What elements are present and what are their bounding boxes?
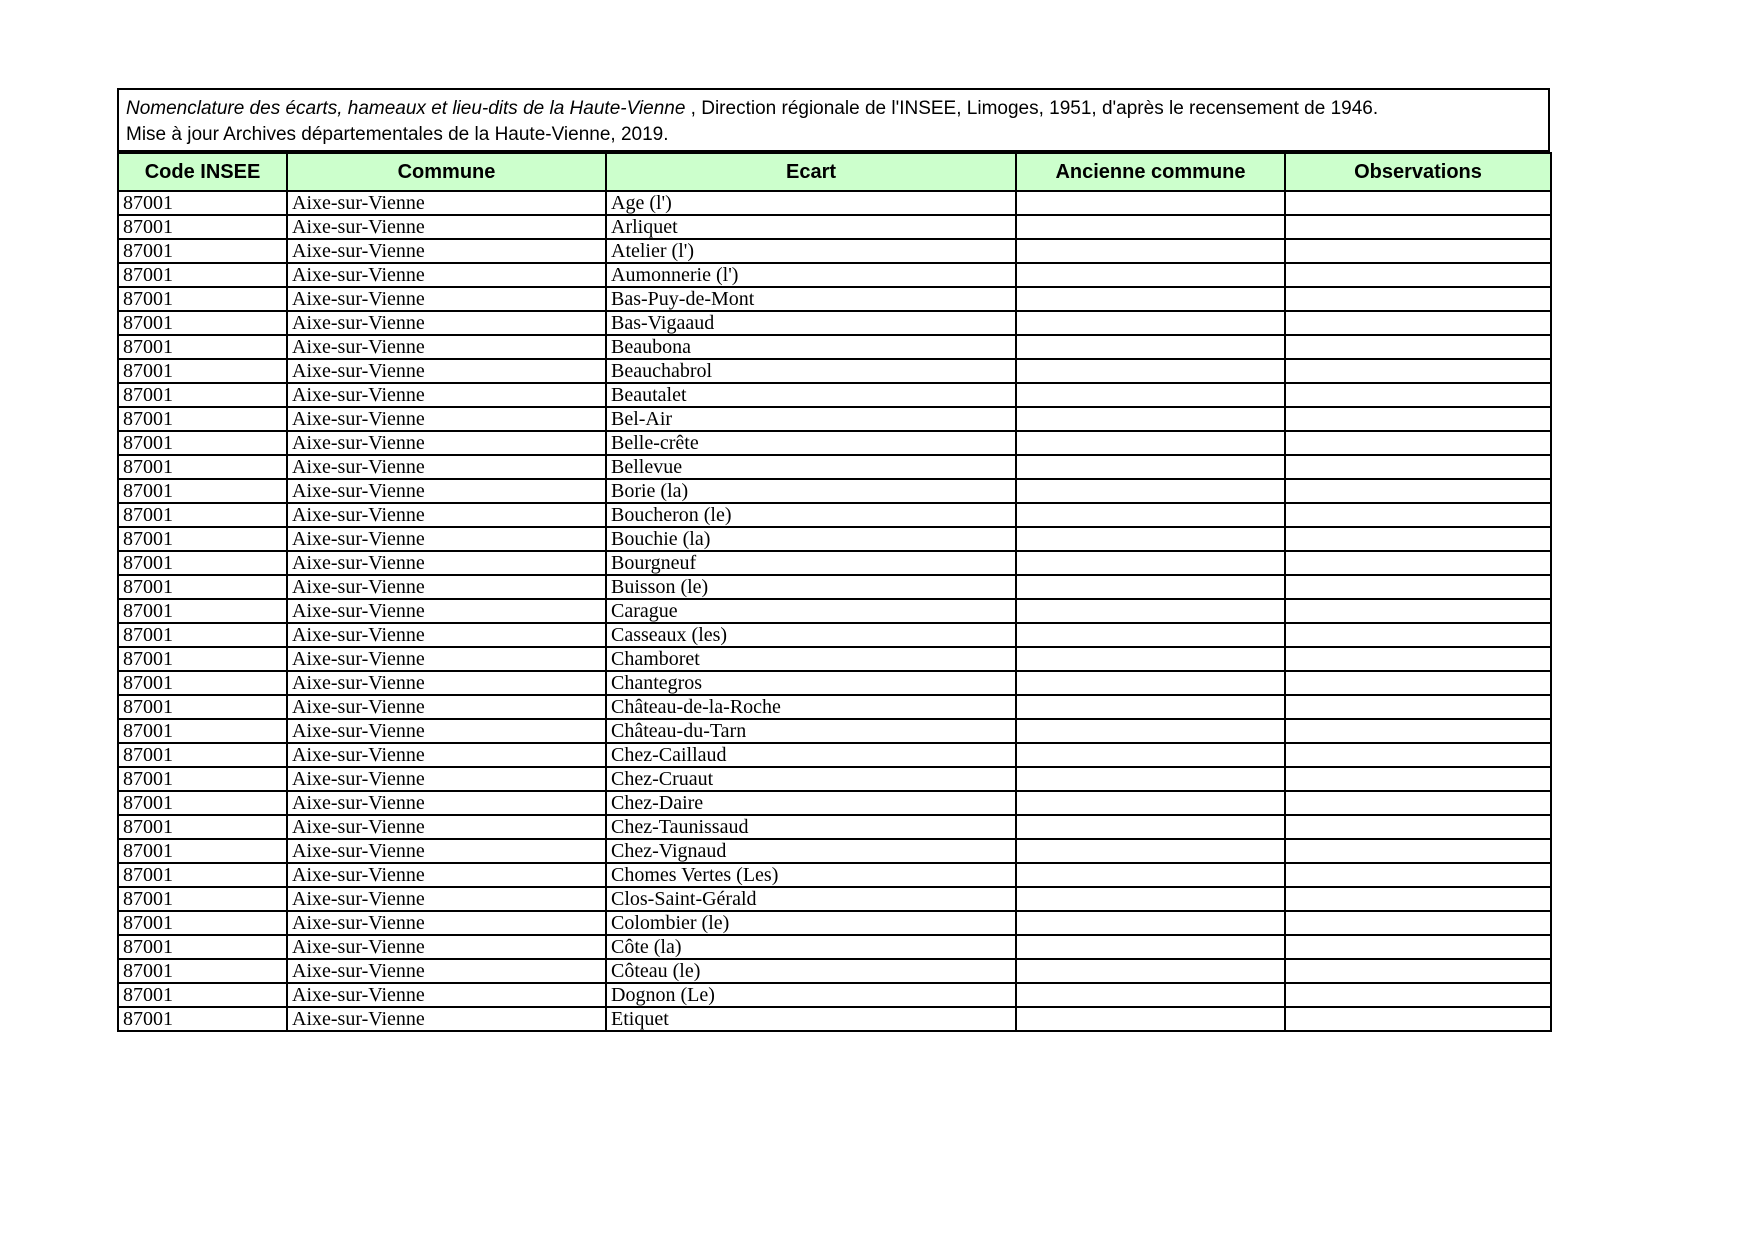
cell-ecart: Belle-crête <box>606 431 1016 455</box>
cell-ancienne-commune <box>1016 287 1285 311</box>
cell-ecart: Côte (la) <box>606 935 1016 959</box>
table-row <box>118 647 1551 671</box>
cell-commune: Aixe-sur-Vienne <box>287 335 606 359</box>
table-header <box>118 153 1551 191</box>
table-row <box>118 383 1551 407</box>
cell-ancienne-commune <box>1016 911 1285 935</box>
cell-ecart: Borie (la) <box>606 479 1016 503</box>
cell-ecart: Etiquet <box>606 1007 1016 1031</box>
table-row <box>118 623 1551 647</box>
cell-ecart: Clos-Saint-Gérald <box>606 887 1016 911</box>
cell-code-insee: 87001 <box>118 263 287 287</box>
cell-code-insee: 87001 <box>118 383 287 407</box>
cell-ecart: Carague <box>606 599 1016 623</box>
cell-observations <box>1285 311 1551 335</box>
table-row <box>118 743 1551 767</box>
cell-ecart: Buisson (le) <box>606 575 1016 599</box>
cell-ancienne-commune <box>1016 503 1285 527</box>
title-source-rest: , Direction régionale de l'INSEE, Limoges, 1951, d'après le recensement de 1946. <box>685 98 1379 119</box>
cell-code-insee: 87001 <box>118 815 287 839</box>
cell-code-insee: 87001 <box>118 887 287 911</box>
cell-ancienne-commune <box>1016 863 1285 887</box>
cell-observations <box>1285 287 1551 311</box>
cell-commune: Aixe-sur-Vienne <box>287 599 606 623</box>
cell-code-insee: 87001 <box>118 671 287 695</box>
cell-commune: Aixe-sur-Vienne <box>287 983 606 1007</box>
cell-ancienne-commune <box>1016 191 1285 215</box>
cell-ecart: Bellevue <box>606 455 1016 479</box>
cell-observations <box>1285 623 1551 647</box>
table-row <box>118 575 1551 599</box>
cell-ancienne-commune <box>1016 359 1285 383</box>
cell-ecart: Château-de-la-Roche <box>606 695 1016 719</box>
cell-ecart: Bel-Air <box>606 407 1016 431</box>
cell-observations <box>1285 815 1551 839</box>
cell-observations <box>1285 383 1551 407</box>
table-row <box>118 671 1551 695</box>
cell-ancienne-commune <box>1016 527 1285 551</box>
table-row <box>118 311 1551 335</box>
cell-ecart: Château-du-Tarn <box>606 719 1016 743</box>
cell-ecart: Dognon (Le) <box>606 983 1016 1007</box>
cell-ecart: Côteau (le) <box>606 959 1016 983</box>
cell-ancienne-commune <box>1016 983 1285 1007</box>
cell-code-insee: 87001 <box>118 287 287 311</box>
cell-ancienne-commune <box>1016 599 1285 623</box>
cell-ancienne-commune <box>1016 887 1285 911</box>
cell-observations <box>1285 911 1551 935</box>
cell-ancienne-commune <box>1016 839 1285 863</box>
table-body <box>118 191 1551 1031</box>
cell-code-insee: 87001 <box>118 1007 287 1031</box>
cell-ecart: Bas-Vigaaud <box>606 311 1016 335</box>
cell-observations <box>1285 335 1551 359</box>
cell-ancienne-commune <box>1016 623 1285 647</box>
cell-ancienne-commune <box>1016 935 1285 959</box>
cell-commune: Aixe-sur-Vienne <box>287 239 606 263</box>
cell-ancienne-commune <box>1016 263 1285 287</box>
cell-code-insee: 87001 <box>118 623 287 647</box>
cell-ancienne-commune <box>1016 743 1285 767</box>
table-row <box>118 911 1551 935</box>
table-row <box>118 287 1551 311</box>
cell-observations <box>1285 935 1551 959</box>
col-header-ecart: Ecart <box>606 153 1016 191</box>
document-title <box>126 96 1540 122</box>
cell-ecart: Arliquet <box>606 215 1016 239</box>
cell-ancienne-commune <box>1016 695 1285 719</box>
cell-code-insee: 87001 <box>118 215 287 239</box>
cell-ancienne-commune <box>1016 239 1285 263</box>
cell-ecart: Bouchie (la) <box>606 527 1016 551</box>
cell-ecart: Chez-Daire <box>606 791 1016 815</box>
cell-code-insee: 87001 <box>118 911 287 935</box>
table-row <box>118 959 1551 983</box>
cell-observations <box>1285 431 1551 455</box>
cell-ancienne-commune <box>1016 383 1285 407</box>
table-row <box>118 431 1551 455</box>
table-row <box>118 335 1551 359</box>
cell-ancienne-commune <box>1016 551 1285 575</box>
cell-ancienne-commune <box>1016 959 1285 983</box>
cell-ancienne-commune <box>1016 575 1285 599</box>
cell-commune: Aixe-sur-Vienne <box>287 407 606 431</box>
cell-ecart: Chamboret <box>606 647 1016 671</box>
table-row <box>118 479 1551 503</box>
cell-ecart: Beaubona <box>606 335 1016 359</box>
cell-code-insee: 87001 <box>118 239 287 263</box>
cell-code-insee: 87001 <box>118 575 287 599</box>
cell-observations <box>1285 839 1551 863</box>
cell-ecart: Aumonnerie (l') <box>606 263 1016 287</box>
cell-observations <box>1285 959 1551 983</box>
table-row <box>118 839 1551 863</box>
cell-commune: Aixe-sur-Vienne <box>287 191 606 215</box>
table-row <box>118 935 1551 959</box>
cell-code-insee: 87001 <box>118 359 287 383</box>
cell-observations <box>1285 479 1551 503</box>
table-row <box>118 887 1551 911</box>
cell-commune: Aixe-sur-Vienne <box>287 383 606 407</box>
document-page <box>117 88 1550 1032</box>
cell-code-insee: 87001 <box>118 863 287 887</box>
cell-commune: Aixe-sur-Vienne <box>287 815 606 839</box>
cell-ancienne-commune <box>1016 815 1285 839</box>
cell-code-insee: 87001 <box>118 743 287 767</box>
cell-code-insee: 87001 <box>118 191 287 215</box>
cell-observations <box>1285 791 1551 815</box>
cell-commune: Aixe-sur-Vienne <box>287 863 606 887</box>
table-row <box>118 551 1551 575</box>
cell-code-insee: 87001 <box>118 719 287 743</box>
cell-code-insee: 87001 <box>118 695 287 719</box>
cell-code-insee: 87001 <box>118 839 287 863</box>
cell-observations <box>1285 887 1551 911</box>
table-row <box>118 815 1551 839</box>
cell-commune: Aixe-sur-Vienne <box>287 695 606 719</box>
col-header-observations: Observations <box>1285 153 1551 191</box>
cell-ancienne-commune <box>1016 455 1285 479</box>
cell-observations <box>1285 527 1551 551</box>
title-box <box>117 88 1550 152</box>
col-header-code-insee: Code INSEE <box>118 153 287 191</box>
table-row <box>118 863 1551 887</box>
cell-ecart: Bourgneuf <box>606 551 1016 575</box>
cell-code-insee: 87001 <box>118 935 287 959</box>
cell-code-insee: 87001 <box>118 527 287 551</box>
table-row <box>118 503 1551 527</box>
cell-commune: Aixe-sur-Vienne <box>287 503 606 527</box>
table-row <box>118 983 1551 1007</box>
cell-code-insee: 87001 <box>118 431 287 455</box>
cell-ecart: Chez-Caillaud <box>606 743 1016 767</box>
cell-observations <box>1285 191 1551 215</box>
cell-commune: Aixe-sur-Vienne <box>287 1007 606 1031</box>
cell-ancienne-commune <box>1016 479 1285 503</box>
cell-code-insee: 87001 <box>118 407 287 431</box>
cell-commune: Aixe-sur-Vienne <box>287 551 606 575</box>
cell-code-insee: 87001 <box>118 503 287 527</box>
cell-ancienne-commune <box>1016 407 1285 431</box>
table-row <box>118 695 1551 719</box>
cell-observations <box>1285 551 1551 575</box>
table-row <box>118 791 1551 815</box>
table-row <box>118 767 1551 791</box>
cell-ecart: Chez-Cruaut <box>606 767 1016 791</box>
cell-ecart: Chomes Vertes (Les) <box>606 863 1016 887</box>
document-subtitle: Mise à jour Archives départementales de la Haute-Vienne, 2019. <box>126 124 669 145</box>
cell-ecart: Boucheron (le) <box>606 503 1016 527</box>
cell-ecart: Beauchabrol <box>606 359 1016 383</box>
cell-code-insee: 87001 <box>118 335 287 359</box>
cell-observations <box>1285 215 1551 239</box>
cell-ecart: Beautalet <box>606 383 1016 407</box>
cell-commune: Aixe-sur-Vienne <box>287 647 606 671</box>
cell-ecart: Chantegros <box>606 671 1016 695</box>
cell-commune: Aixe-sur-Vienne <box>287 743 606 767</box>
cell-ancienne-commune <box>1016 671 1285 695</box>
cell-ecart: Casseaux (les) <box>606 623 1016 647</box>
cell-ecart: Atelier (l') <box>606 239 1016 263</box>
cell-observations <box>1285 767 1551 791</box>
cell-observations <box>1285 863 1551 887</box>
cell-commune: Aixe-sur-Vienne <box>287 263 606 287</box>
nomenclature-table <box>117 152 1552 1032</box>
table-row <box>118 719 1551 743</box>
cell-commune: Aixe-sur-Vienne <box>287 791 606 815</box>
cell-ecart: Colombier (le) <box>606 911 1016 935</box>
cell-commune: Aixe-sur-Vienne <box>287 887 606 911</box>
cell-commune: Aixe-sur-Vienne <box>287 311 606 335</box>
cell-commune: Aixe-sur-Vienne <box>287 431 606 455</box>
cell-commune: Aixe-sur-Vienne <box>287 215 606 239</box>
cell-ecart: Chez-Vignaud <box>606 839 1016 863</box>
cell-commune: Aixe-sur-Vienne <box>287 479 606 503</box>
cell-commune: Aixe-sur-Vienne <box>287 839 606 863</box>
cell-observations <box>1285 239 1551 263</box>
cell-code-insee: 87001 <box>118 551 287 575</box>
cell-commune: Aixe-sur-Vienne <box>287 911 606 935</box>
cell-observations <box>1285 455 1551 479</box>
cell-ancienne-commune <box>1016 335 1285 359</box>
cell-commune: Aixe-sur-Vienne <box>287 719 606 743</box>
cell-commune: Aixe-sur-Vienne <box>287 623 606 647</box>
cell-observations <box>1285 671 1551 695</box>
cell-ancienne-commune <box>1016 647 1285 671</box>
cell-code-insee: 87001 <box>118 959 287 983</box>
cell-observations <box>1285 575 1551 599</box>
cell-code-insee: 87001 <box>118 479 287 503</box>
cell-ancienne-commune <box>1016 791 1285 815</box>
table-row <box>118 1007 1551 1031</box>
cell-observations <box>1285 1007 1551 1031</box>
table-row <box>118 527 1551 551</box>
cell-observations <box>1285 719 1551 743</box>
cell-observations <box>1285 983 1551 1007</box>
cell-code-insee: 87001 <box>118 791 287 815</box>
cell-code-insee: 87001 <box>118 983 287 1007</box>
table-row <box>118 455 1551 479</box>
cell-observations <box>1285 263 1551 287</box>
cell-commune: Aixe-sur-Vienne <box>287 455 606 479</box>
cell-ecart: Bas-Puy-de-Mont <box>606 287 1016 311</box>
title-source-italic: Nomenclature des écarts, hameaux et lieu-dits de la Haute-Vienne <box>126 98 686 119</box>
cell-ecart: Age (l') <box>606 191 1016 215</box>
cell-observations <box>1285 743 1551 767</box>
cell-observations <box>1285 503 1551 527</box>
table-row <box>118 407 1551 431</box>
cell-commune: Aixe-sur-Vienne <box>287 935 606 959</box>
cell-commune: Aixe-sur-Vienne <box>287 575 606 599</box>
cell-commune: Aixe-sur-Vienne <box>287 959 606 983</box>
cell-ancienne-commune <box>1016 311 1285 335</box>
cell-commune: Aixe-sur-Vienne <box>287 287 606 311</box>
col-header-ancienne-commune: Ancienne commune <box>1016 153 1285 191</box>
cell-ancienne-commune <box>1016 1007 1285 1031</box>
cell-observations <box>1285 599 1551 623</box>
cell-ancienne-commune <box>1016 215 1285 239</box>
table-row <box>118 191 1551 215</box>
cell-observations <box>1285 359 1551 383</box>
header-row <box>118 153 1551 191</box>
cell-commune: Aixe-sur-Vienne <box>287 359 606 383</box>
cell-commune: Aixe-sur-Vienne <box>287 527 606 551</box>
cell-observations <box>1285 695 1551 719</box>
table-row <box>118 263 1551 287</box>
cell-observations <box>1285 647 1551 671</box>
cell-code-insee: 87001 <box>118 455 287 479</box>
cell-ecart: Chez-Taunissaud <box>606 815 1016 839</box>
cell-ancienne-commune <box>1016 719 1285 743</box>
cell-ancienne-commune <box>1016 431 1285 455</box>
cell-ancienne-commune <box>1016 767 1285 791</box>
table-row <box>118 599 1551 623</box>
cell-code-insee: 87001 <box>118 599 287 623</box>
cell-commune: Aixe-sur-Vienne <box>287 767 606 791</box>
cell-code-insee: 87001 <box>118 311 287 335</box>
cell-commune: Aixe-sur-Vienne <box>287 671 606 695</box>
table-row <box>118 359 1551 383</box>
table-row <box>118 215 1551 239</box>
cell-code-insee: 87001 <box>118 647 287 671</box>
col-header-commune: Commune <box>287 153 606 191</box>
cell-code-insee: 87001 <box>118 767 287 791</box>
cell-observations <box>1285 407 1551 431</box>
table-row <box>118 239 1551 263</box>
